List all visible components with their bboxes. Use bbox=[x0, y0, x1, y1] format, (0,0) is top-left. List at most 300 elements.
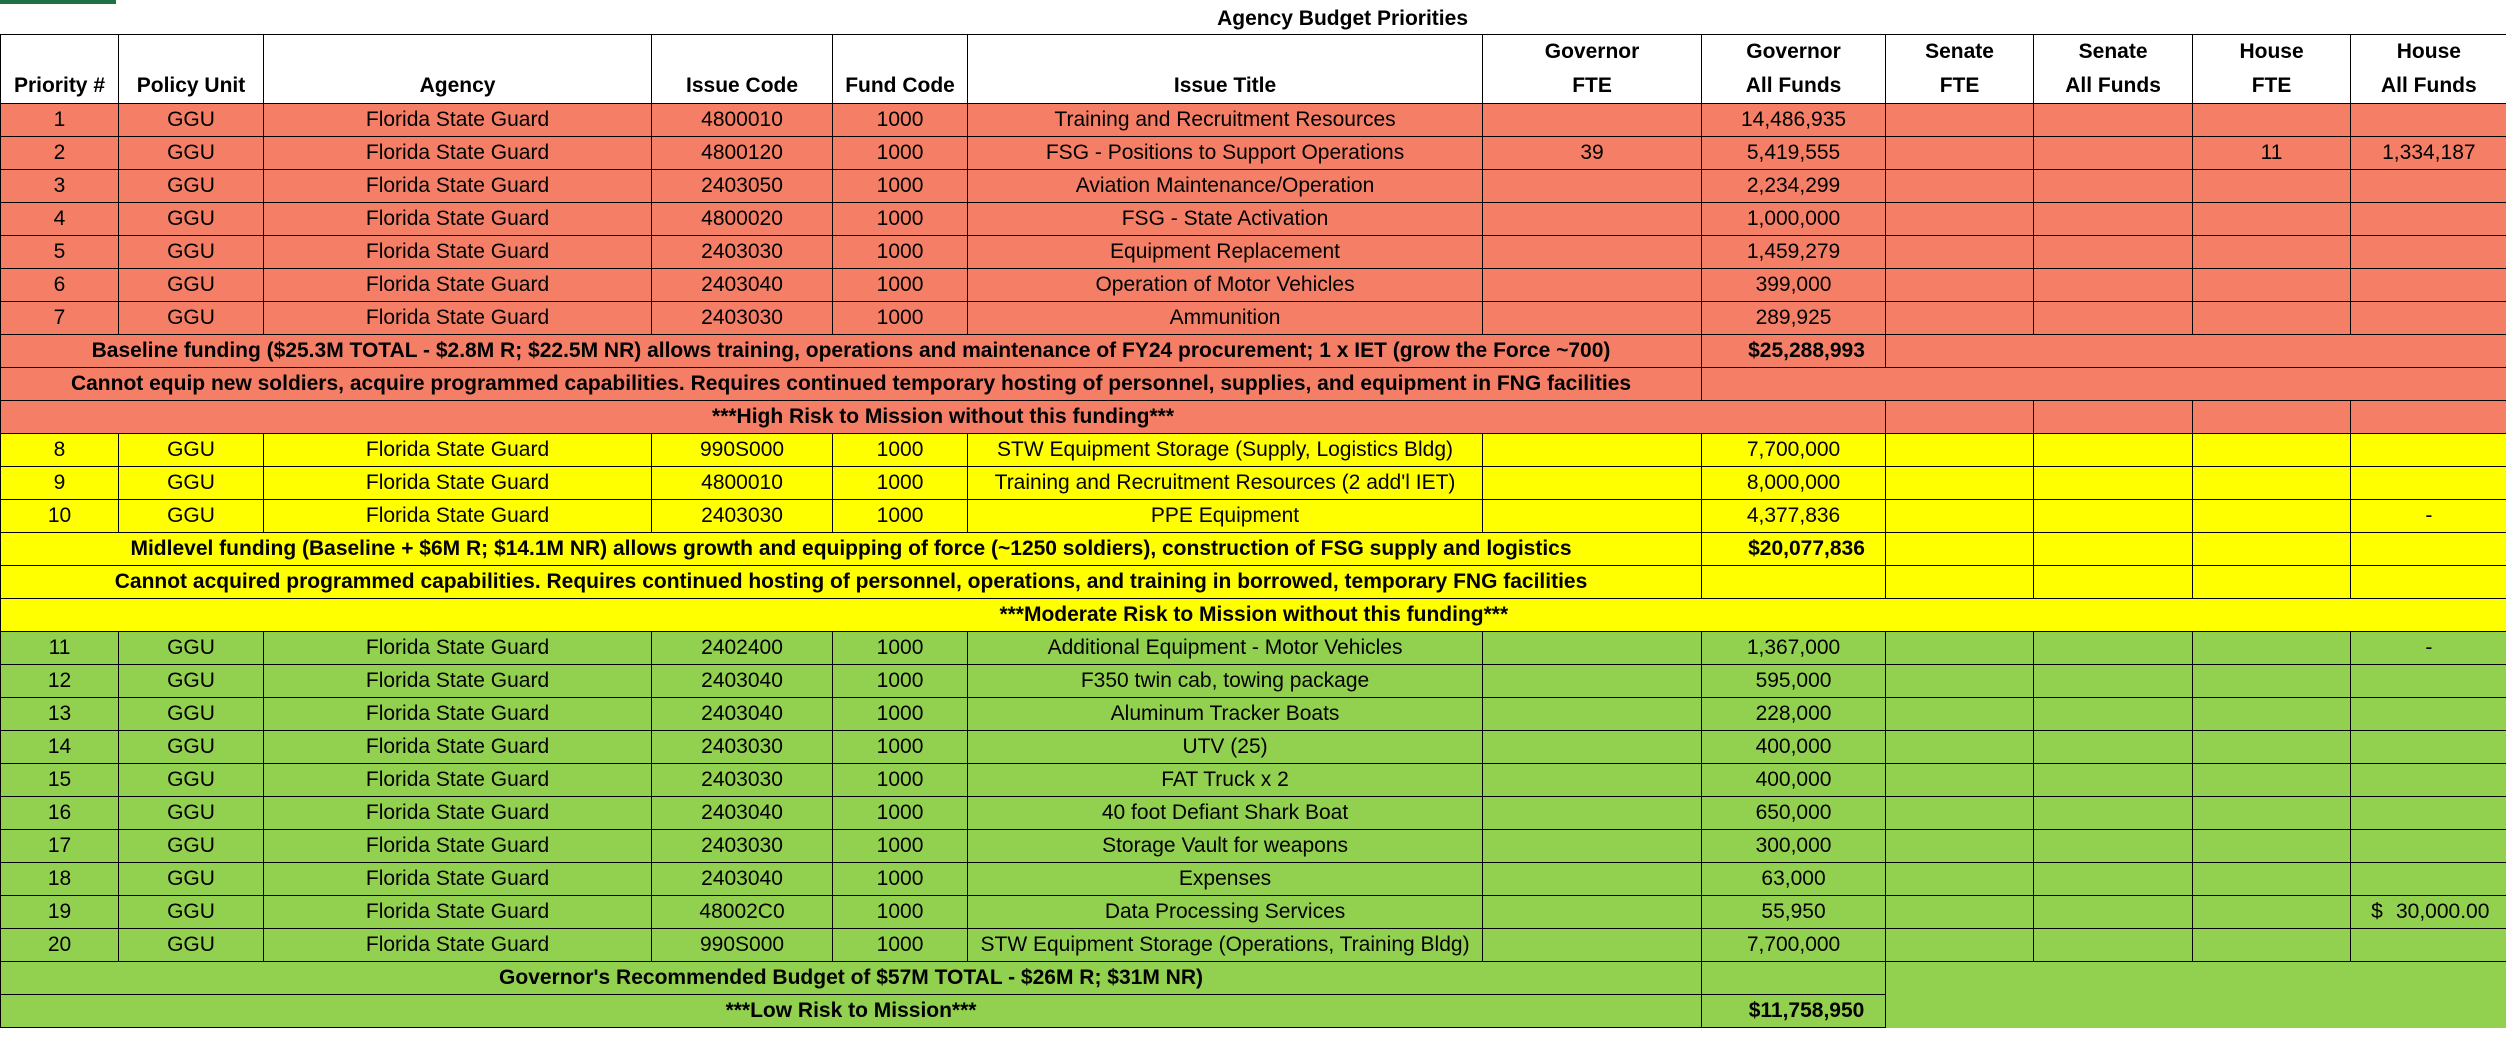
cell-issue-title[interactable]: Training and Recruitment Resources (2 add'l IET) bbox=[968, 467, 1483, 500]
cell-senate-funds[interactable] bbox=[2034, 764, 2193, 797]
header-governor-fte[interactable] bbox=[1483, 35, 1702, 104]
cell-issue-title[interactable]: Storage Vault for weapons bbox=[968, 830, 1483, 863]
cell-policy-unit[interactable]: GGU bbox=[119, 698, 264, 731]
cell-house-fte[interactable] bbox=[2193, 203, 2351, 236]
cell-governor-funds[interactable]: 7,700,000 bbox=[1702, 929, 1886, 962]
cell-policy-unit[interactable]: GGU bbox=[119, 764, 264, 797]
cell-governor-funds[interactable]: 14,486,935 bbox=[1702, 104, 1886, 137]
cell-issue-code[interactable]: 2403030 bbox=[652, 236, 833, 269]
cell-priority[interactable]: 17 bbox=[1, 830, 119, 863]
cell-policy-unit[interactable]: GGU bbox=[119, 731, 264, 764]
cell-governor-funds[interactable]: 289,925 bbox=[1702, 302, 1886, 335]
cell-issue-title[interactable]: FSG - State Activation bbox=[968, 203, 1483, 236]
header-senate-funds[interactable] bbox=[2034, 35, 2193, 104]
cell-governor-fte[interactable] bbox=[1483, 863, 1702, 896]
cell-issue-title[interactable]: Additional Equipment - Motor Vehicles bbox=[968, 632, 1483, 665]
header-priority[interactable]: Priority # bbox=[1, 35, 119, 104]
cell-governor-fte[interactable] bbox=[1483, 500, 1702, 533]
cell-fund-code[interactable]: 1000 bbox=[833, 467, 968, 500]
cell-issue-code[interactable]: 2403040 bbox=[652, 269, 833, 302]
cell-senate-funds[interactable] bbox=[2034, 500, 2193, 533]
tier3-empty-cell[interactable] bbox=[1702, 962, 1886, 995]
cell-issue-code[interactable]: 4800010 bbox=[652, 104, 833, 137]
tier2-total[interactable]: $20,077,836 bbox=[1702, 533, 1886, 566]
cell-house-fte[interactable] bbox=[2193, 500, 2351, 533]
cell-senate-funds[interactable] bbox=[2034, 929, 2193, 962]
cell-fund-code[interactable]: 1000 bbox=[833, 896, 968, 929]
cell-senate-funds[interactable] bbox=[2034, 104, 2193, 137]
cell-senate-funds[interactable] bbox=[2034, 434, 2193, 467]
cell-issue-code[interactable]: 2403030 bbox=[652, 731, 833, 764]
cell-senate-fte[interactable] bbox=[1886, 500, 2034, 533]
header-house-funds-line2: All Funds bbox=[2381, 74, 2477, 97]
cell-senate-fte[interactable] bbox=[1886, 434, 2034, 467]
cell-house-fte[interactable] bbox=[2193, 764, 2351, 797]
cell-issue-code[interactable]: 2403040 bbox=[652, 863, 833, 896]
cell-fund-code[interactable]: 1000 bbox=[833, 203, 968, 236]
tier2-empty-cell[interactable] bbox=[2193, 533, 2351, 566]
cell-senate-funds[interactable] bbox=[2034, 170, 2193, 203]
tier1-empty-cell[interactable] bbox=[2193, 401, 2351, 434]
cell-priority[interactable]: 12 bbox=[1, 665, 119, 698]
cell-policy-unit[interactable]: GGU bbox=[119, 665, 264, 698]
header-issue-title[interactable]: Issue Title bbox=[968, 35, 1483, 104]
cell-house-funds[interactable] bbox=[2351, 764, 2506, 797]
cell-priority[interactable]: 3 bbox=[1, 170, 119, 203]
cell-agency[interactable]: Florida State Guard bbox=[264, 797, 652, 830]
cell-governor-fte[interactable] bbox=[1483, 764, 1702, 797]
cell-house-funds[interactable] bbox=[2351, 863, 2506, 896]
cell-priority[interactable]: 8 bbox=[1, 434, 119, 467]
cell-governor-fte[interactable] bbox=[1483, 632, 1702, 665]
table-row bbox=[1, 203, 2506, 236]
cell-fund-code[interactable]: 1000 bbox=[833, 797, 968, 830]
cell-senate-fte[interactable] bbox=[1886, 731, 2034, 764]
tier2-empty-cell[interactable] bbox=[1886, 533, 2034, 566]
cell-house-fte[interactable] bbox=[2193, 863, 2351, 896]
cell-house-funds[interactable] bbox=[2351, 665, 2506, 698]
header-fund-code[interactable]: Fund Code bbox=[833, 35, 968, 104]
cell-policy-unit[interactable]: GGU bbox=[119, 269, 264, 302]
tier2-empty-cell[interactable] bbox=[2034, 533, 2193, 566]
cell-senate-fte[interactable] bbox=[1886, 797, 2034, 830]
cell-senate-fte[interactable] bbox=[1886, 170, 2034, 203]
cell-senate-funds[interactable] bbox=[2034, 137, 2193, 170]
cell-house-funds[interactable] bbox=[2351, 104, 2506, 137]
cell-house-fte[interactable] bbox=[2193, 236, 2351, 269]
cell-fund-code[interactable]: 1000 bbox=[833, 500, 968, 533]
cell-issue-code[interactable]: 48002C0 bbox=[652, 896, 833, 929]
cell-issue-code[interactable]: 2403030 bbox=[652, 830, 833, 863]
cell-fund-code[interactable]: 1000 bbox=[833, 929, 968, 962]
cell-issue-title[interactable]: FSG - Positions to Support Operations bbox=[968, 137, 1483, 170]
tier3-risk-text[interactable]: ***Low Risk to Mission*** bbox=[1, 995, 1702, 1028]
cell-agency[interactable]: Florida State Guard bbox=[264, 665, 652, 698]
cell-governor-fte[interactable] bbox=[1483, 731, 1702, 764]
cell-fund-code[interactable]: 1000 bbox=[833, 137, 968, 170]
cell-fund-code[interactable]: 1000 bbox=[833, 632, 968, 665]
cell-senate-fte[interactable] bbox=[1886, 236, 2034, 269]
cell-issue-title[interactable]: PPE Equipment bbox=[968, 500, 1483, 533]
table-row bbox=[1, 731, 2506, 764]
cell-house-funds[interactable] bbox=[2351, 797, 2506, 830]
cell-fund-code[interactable]: 1000 bbox=[833, 830, 968, 863]
cell-house-fte[interactable] bbox=[2193, 104, 2351, 137]
cell-issue-code[interactable]: 990S000 bbox=[652, 434, 833, 467]
cell-agency[interactable]: Florida State Guard bbox=[264, 137, 652, 170]
cell-senate-fte[interactable] bbox=[1886, 203, 2034, 236]
cell-issue-code[interactable]: 2403040 bbox=[652, 665, 833, 698]
cell-issue-code[interactable]: 2403040 bbox=[652, 797, 833, 830]
cell-house-funds[interactable]: - bbox=[2351, 632, 2506, 665]
cell-priority[interactable]: 9 bbox=[1, 467, 119, 500]
cell-senate-funds[interactable] bbox=[2034, 896, 2193, 929]
header-house-funds[interactable] bbox=[2351, 35, 2506, 104]
cell-policy-unit[interactable]: GGU bbox=[119, 434, 264, 467]
cell-agency[interactable]: Florida State Guard bbox=[264, 269, 652, 302]
cell-issue-title[interactable]: STW Equipment Storage (Supply, Logistics Bldg) bbox=[968, 434, 1483, 467]
cell-house-funds[interactable] bbox=[2351, 236, 2506, 269]
cell-fund-code[interactable]: 1000 bbox=[833, 434, 968, 467]
cell-priority[interactable]: 1 bbox=[1, 104, 119, 137]
cell-house-fte[interactable] bbox=[2193, 302, 2351, 335]
cell-house-funds[interactable] bbox=[2351, 929, 2506, 962]
cell-senate-funds[interactable] bbox=[2034, 467, 2193, 500]
cell-senate-fte[interactable] bbox=[1886, 302, 2034, 335]
cell-agency[interactable]: Florida State Guard bbox=[264, 170, 652, 203]
cell-fund-code[interactable]: 1000 bbox=[833, 104, 968, 137]
cell-policy-unit[interactable]: GGU bbox=[119, 137, 264, 170]
header-agency[interactable]: Agency bbox=[264, 35, 652, 104]
cell-agency[interactable]: Florida State Guard bbox=[264, 929, 652, 962]
tier1-empty-cell[interactable] bbox=[2034, 401, 2193, 434]
currency-symbol: $ bbox=[2371, 900, 2383, 923]
header-house-fte[interactable] bbox=[2193, 35, 2351, 104]
cell-policy-unit[interactable]: GGU bbox=[119, 104, 264, 137]
header-senate-funds-line2: All Funds bbox=[2065, 74, 2161, 97]
cell-house-funds[interactable] bbox=[2351, 896, 2506, 929]
cell-governor-fte[interactable] bbox=[1483, 896, 1702, 929]
cell-issue-title[interactable]: 40 foot Defiant Shark Boat bbox=[968, 797, 1483, 830]
cell-governor-funds[interactable]: 228,000 bbox=[1702, 698, 1886, 731]
cell-priority[interactable]: 10 bbox=[1, 500, 119, 533]
cell-house-funds[interactable] bbox=[2351, 269, 2506, 302]
cell-senate-fte[interactable] bbox=[1886, 467, 2034, 500]
cell-issue-title[interactable]: Operation of Motor Vehicles bbox=[968, 269, 1483, 302]
cell-issue-code[interactable]: 2402400 bbox=[652, 632, 833, 665]
cell-governor-fte[interactable] bbox=[1483, 170, 1702, 203]
cell-agency[interactable]: Florida State Guard bbox=[264, 104, 652, 137]
cell-governor-funds[interactable]: 400,000 bbox=[1702, 731, 1886, 764]
cell-senate-funds[interactable] bbox=[2034, 203, 2193, 236]
cell-senate-fte[interactable] bbox=[1886, 632, 2034, 665]
tier1-summary-text[interactable]: Baseline funding ($25.3M TOTAL - $2.8M R; $22.5M NR) allows training, operations and maintenance of FY24 procurement; 1 x IET (grow the Force ~700) bbox=[1, 335, 1702, 368]
cell-governor-fte[interactable] bbox=[1483, 929, 1702, 962]
tier2-empty-cell[interactable] bbox=[1886, 566, 2034, 599]
cell-fund-code[interactable]: 1000 bbox=[833, 665, 968, 698]
sheet-title[interactable]: Agency Budget Priorities bbox=[652, 4, 2034, 35]
cell-house-fte[interactable] bbox=[2193, 170, 2351, 203]
cell-policy-unit[interactable]: GGU bbox=[119, 929, 264, 962]
cell-governor-fte[interactable] bbox=[1483, 434, 1702, 467]
cell-policy-unit[interactable]: GGU bbox=[119, 203, 264, 236]
cell-governor-fte[interactable] bbox=[1483, 467, 1702, 500]
cell-governor-fte[interactable] bbox=[1483, 104, 1702, 137]
cell-senate-funds[interactable] bbox=[2034, 731, 2193, 764]
cell-issue-code[interactable]: 4800010 bbox=[652, 467, 833, 500]
cell-issue-title[interactable]: Aviation Maintenance/Operation bbox=[968, 170, 1483, 203]
cell-governor-funds[interactable]: 7,700,000 bbox=[1702, 434, 1886, 467]
tier1-risk-row bbox=[1, 401, 2506, 434]
header-senate-fte[interactable] bbox=[1886, 35, 2034, 104]
cell-house-funds[interactable] bbox=[2351, 203, 2506, 236]
cell-house-funds[interactable] bbox=[2351, 467, 2506, 500]
cell-issue-title[interactable]: Expenses bbox=[968, 863, 1483, 896]
cell-fund-code[interactable]: 1000 bbox=[833, 236, 968, 269]
cell-house-funds[interactable]: - bbox=[2351, 500, 2506, 533]
cell-policy-unit[interactable]: GGU bbox=[119, 170, 264, 203]
cell-governor-funds[interactable]: 2,234,299 bbox=[1702, 170, 1886, 203]
cell-issue-code[interactable]: 4800120 bbox=[652, 137, 833, 170]
header-governor-fte-line2: FTE bbox=[1572, 74, 1612, 97]
cell-fund-code[interactable]: 1000 bbox=[833, 269, 968, 302]
cell-fund-code[interactable]: 1000 bbox=[833, 863, 968, 896]
tier2-empty-cell[interactable] bbox=[1702, 566, 1886, 599]
cell-agency[interactable]: Florida State Guard bbox=[264, 302, 652, 335]
cell-issue-title[interactable]: UTV (25) bbox=[968, 731, 1483, 764]
cell-priority[interactable]: 13 bbox=[1, 698, 119, 731]
title-spacer bbox=[1, 4, 652, 35]
cell-priority[interactable]: 6 bbox=[1, 269, 119, 302]
cell-agency[interactable]: Florida State Guard bbox=[264, 434, 652, 467]
cell-house-funds[interactable] bbox=[2351, 698, 2506, 731]
cell-issue-title[interactable]: Equipment Replacement bbox=[968, 236, 1483, 269]
table-row bbox=[1, 236, 2506, 269]
table-row bbox=[1, 929, 2506, 962]
cell-issue-code[interactable]: 2403030 bbox=[652, 302, 833, 335]
header-governor-funds[interactable] bbox=[1702, 35, 1886, 104]
cell-governor-funds[interactable]: 595,000 bbox=[1702, 665, 1886, 698]
cell-fund-code[interactable]: 1000 bbox=[833, 698, 968, 731]
cell-house-funds[interactable] bbox=[2351, 434, 2506, 467]
cell-senate-funds[interactable] bbox=[2034, 665, 2193, 698]
cell-policy-unit[interactable]: GGU bbox=[119, 236, 264, 269]
tier3-summary-row bbox=[1, 962, 2506, 995]
tier1-empty-cell[interactable] bbox=[1886, 335, 2506, 368]
cell-house-fte[interactable] bbox=[2193, 830, 2351, 863]
cell-governor-funds[interactable]: 650,000 bbox=[1702, 797, 1886, 830]
cell-senate-funds[interactable] bbox=[2034, 632, 2193, 665]
cell-agency[interactable]: Florida State Guard bbox=[264, 500, 652, 533]
cell-agency[interactable]: Florida State Guard bbox=[264, 203, 652, 236]
cell-governor-funds[interactable]: 1,367,000 bbox=[1702, 632, 1886, 665]
cell-governor-funds[interactable]: 55,950 bbox=[1702, 896, 1886, 929]
cell-issue-code[interactable]: 2403040 bbox=[652, 698, 833, 731]
cell-issue-code[interactable]: 4800020 bbox=[652, 203, 833, 236]
cell-priority[interactable]: 7 bbox=[1, 302, 119, 335]
cell-fund-code[interactable]: 1000 bbox=[833, 302, 968, 335]
tier2-note-text[interactable]: Cannot acquired programmed capabilities. Requires continued hosting of personnel, operations, and training in borrowed, temporary FNG facilities bbox=[1, 566, 1702, 599]
header-senate-fte-line2: FTE bbox=[1939, 74, 1980, 97]
cell-house-fte[interactable] bbox=[2193, 929, 2351, 962]
cell-house-fte[interactable]: 11 bbox=[2193, 137, 2351, 170]
cell-priority[interactable]: 5 bbox=[1, 236, 119, 269]
cell-house-fte[interactable] bbox=[2193, 797, 2351, 830]
cell-senate-funds[interactable] bbox=[2034, 830, 2193, 863]
cell-governor-fte[interactable]: 39 bbox=[1483, 137, 1702, 170]
cell-senate-fte[interactable] bbox=[1886, 830, 2034, 863]
cell-issue-title[interactable]: Ammunition bbox=[968, 302, 1483, 335]
cell-governor-funds[interactable]: 8,000,000 bbox=[1702, 467, 1886, 500]
cell-senate-fte[interactable] bbox=[1886, 269, 2034, 302]
cell-policy-unit[interactable]: GGU bbox=[119, 863, 264, 896]
cell-governor-fte[interactable] bbox=[1483, 797, 1702, 830]
cell-agency[interactable]: Florida State Guard bbox=[264, 731, 652, 764]
tier1-empty-cell[interactable] bbox=[1886, 401, 2034, 434]
header-senate-fte-line1: Senate bbox=[1925, 40, 1994, 63]
cell-policy-unit[interactable]: GGU bbox=[119, 896, 264, 929]
cell-senate-fte[interactable] bbox=[1886, 665, 2034, 698]
cell-house-fte[interactable] bbox=[2193, 665, 2351, 698]
cell-issue-title[interactable]: STW Equipment Storage (Operations, Training Bldg) bbox=[968, 929, 1483, 962]
cell-senate-fte[interactable] bbox=[1886, 863, 2034, 896]
cell-issue-title[interactable]: Training and Recruitment Resources bbox=[968, 104, 1483, 137]
cell-governor-fte[interactable] bbox=[1483, 698, 1702, 731]
cell-agency[interactable]: Florida State Guard bbox=[264, 632, 652, 665]
cell-house-fte[interactable] bbox=[2193, 632, 2351, 665]
cell-priority[interactable]: 2 bbox=[1, 137, 119, 170]
cell-policy-unit[interactable]: GGU bbox=[119, 632, 264, 665]
cell-priority[interactable]: 4 bbox=[1, 203, 119, 236]
tier2-note-row bbox=[1, 566, 2506, 599]
cell-issue-title[interactable]: Data Processing Services bbox=[968, 896, 1483, 929]
tier1-empty-cell[interactable] bbox=[1702, 368, 2506, 401]
cell-governor-fte[interactable] bbox=[1483, 830, 1702, 863]
cell-policy-unit[interactable]: GGU bbox=[119, 797, 264, 830]
cell-governor-fte[interactable] bbox=[1483, 236, 1702, 269]
cell-issue-title[interactable]: F350 twin cab, towing package bbox=[968, 665, 1483, 698]
cell-senate-funds[interactable] bbox=[2034, 302, 2193, 335]
cell-governor-fte[interactable] bbox=[1483, 203, 1702, 236]
cell-senate-fte[interactable] bbox=[1886, 698, 2034, 731]
tier2-empty-cell[interactable] bbox=[2351, 533, 2506, 566]
header-policy-unit[interactable]: Policy Unit bbox=[119, 35, 264, 104]
cell-governor-funds[interactable]: 4,377,836 bbox=[1702, 500, 1886, 533]
cell-fund-code[interactable]: 1000 bbox=[833, 731, 968, 764]
cell-issue-code[interactable]: 2403050 bbox=[652, 170, 833, 203]
tier2-empty-cell[interactable] bbox=[2193, 566, 2351, 599]
cell-fund-code[interactable]: 1000 bbox=[833, 764, 968, 797]
cell-policy-unit[interactable]: GGU bbox=[119, 467, 264, 500]
cell-agency[interactable]: Florida State Guard bbox=[264, 863, 652, 896]
cell-senate-fte[interactable] bbox=[1886, 104, 2034, 137]
cell-house-funds[interactable] bbox=[2351, 170, 2506, 203]
cell-house-fte[interactable] bbox=[2193, 434, 2351, 467]
tier1-note-text[interactable]: Cannot equip new soldiers, acquire programmed capabilities. Requires continued temporary hosting of personnel, supplies, and equipment in FNG facilities bbox=[1, 368, 1702, 401]
header-issue-code[interactable]: Issue Code bbox=[652, 35, 833, 104]
cell-house-fte[interactable] bbox=[2193, 731, 2351, 764]
cell-senate-fte[interactable] bbox=[1886, 764, 2034, 797]
cell-house-funds[interactable] bbox=[2351, 731, 2506, 764]
cell-governor-funds[interactable]: 1,000,000 bbox=[1702, 203, 1886, 236]
cell-senate-funds[interactable] bbox=[2034, 236, 2193, 269]
cell-issue-code[interactable]: 2403030 bbox=[652, 764, 833, 797]
cell-house-fte[interactable] bbox=[2193, 269, 2351, 302]
tier2-empty-cell[interactable] bbox=[2351, 566, 2506, 599]
cell-governor-funds[interactable]: 400,000 bbox=[1702, 764, 1886, 797]
cell-senate-fte[interactable] bbox=[1886, 896, 2034, 929]
cell-issue-title[interactable]: Aluminum Tracker Boats bbox=[968, 698, 1483, 731]
cell-governor-funds[interactable]: 5,419,555 bbox=[1702, 137, 1886, 170]
cell-issue-code[interactable]: 990S000 bbox=[652, 929, 833, 962]
cell-governor-funds[interactable]: 63,000 bbox=[1702, 863, 1886, 896]
cell-policy-unit[interactable]: GGU bbox=[119, 302, 264, 335]
tier3-total[interactable]: $11,758,950 bbox=[1702, 995, 1886, 1028]
cell-agency[interactable]: Florida State Guard bbox=[264, 698, 652, 731]
cell-priority[interactable]: 18 bbox=[1, 863, 119, 896]
tier3-empty-cell[interactable] bbox=[1886, 962, 2506, 995]
header-governor-funds-line1: Governor bbox=[1746, 40, 1841, 63]
cell-priority[interactable]: 20 bbox=[1, 929, 119, 962]
tier1-risk-text[interactable]: ***High Risk to Mission without this funding*** bbox=[1, 401, 1886, 434]
tier1-empty-cell[interactable] bbox=[2351, 401, 2506, 434]
cell-agency[interactable]: Florida State Guard bbox=[264, 467, 652, 500]
cell-house-funds[interactable] bbox=[2351, 302, 2506, 335]
cell-issue-title[interactable]: FAT Truck x 2 bbox=[968, 764, 1483, 797]
cell-priority[interactable]: 15 bbox=[1, 764, 119, 797]
cell-senate-funds[interactable] bbox=[2034, 698, 2193, 731]
cell-house-funds[interactable]: 1,334,187 bbox=[2351, 137, 2506, 170]
cell-senate-fte[interactable] bbox=[1886, 929, 2034, 962]
cell-policy-unit[interactable]: GGU bbox=[119, 830, 264, 863]
tier2-empty-cell[interactable] bbox=[2034, 566, 2193, 599]
table-row bbox=[1, 665, 2506, 698]
cell-agency[interactable]: Florida State Guard bbox=[264, 896, 652, 929]
cell-agency[interactable]: Florida State Guard bbox=[264, 830, 652, 863]
cell-priority[interactable]: 11 bbox=[1, 632, 119, 665]
cell-house-fte[interactable] bbox=[2193, 698, 2351, 731]
table-row bbox=[1, 830, 2506, 863]
cell-governor-funds[interactable]: 399,000 bbox=[1702, 269, 1886, 302]
cell-senate-funds[interactable] bbox=[2034, 269, 2193, 302]
cell-senate-fte[interactable] bbox=[1886, 137, 2034, 170]
cell-governor-fte[interactable] bbox=[1483, 302, 1702, 335]
cell-governor-fte[interactable] bbox=[1483, 665, 1702, 698]
cell-governor-fte[interactable] bbox=[1483, 269, 1702, 302]
tier2-risk-text[interactable]: ***Moderate Risk to Mission without this funding*** bbox=[1, 599, 2506, 632]
cell-policy-unit[interactable]: GGU bbox=[119, 500, 264, 533]
cell-issue-code[interactable]: 2403030 bbox=[652, 500, 833, 533]
cell-agency[interactable]: Florida State Guard bbox=[264, 764, 652, 797]
cell-house-fte[interactable] bbox=[2193, 467, 2351, 500]
cell-house-funds[interactable] bbox=[2351, 830, 2506, 863]
cell-house-fte[interactable] bbox=[2193, 896, 2351, 929]
tier3-summary-text[interactable]: Governor's Recommended Budget of $57M TOTAL - $26M R; $31M NR) bbox=[1, 962, 1702, 995]
cell-priority[interactable]: 16 bbox=[1, 797, 119, 830]
tier3-empty-cell[interactable] bbox=[1886, 995, 2506, 1028]
cell-fund-code[interactable]: 1000 bbox=[833, 170, 968, 203]
tier1-total[interactable]: $25,288,993 bbox=[1702, 335, 1886, 368]
cell-priority[interactable]: 14 bbox=[1, 731, 119, 764]
tier2-summary-text[interactable]: Midlevel funding (Baseline + $6M R; $14.1M NR) allows growth and equipping of force (~1250 soldiers), construction of FSG supply and logistics bbox=[1, 533, 1702, 566]
cell-governor-funds[interactable]: 1,459,279 bbox=[1702, 236, 1886, 269]
cell-senate-funds[interactable] bbox=[2034, 797, 2193, 830]
cell-senate-funds[interactable] bbox=[2034, 863, 2193, 896]
header-house-fte-line1: House bbox=[2239, 40, 2304, 63]
cell-governor-funds[interactable]: 300,000 bbox=[1702, 830, 1886, 863]
cell-agency[interactable]: Florida State Guard bbox=[264, 236, 652, 269]
cell-priority[interactable]: 19 bbox=[1, 896, 119, 929]
